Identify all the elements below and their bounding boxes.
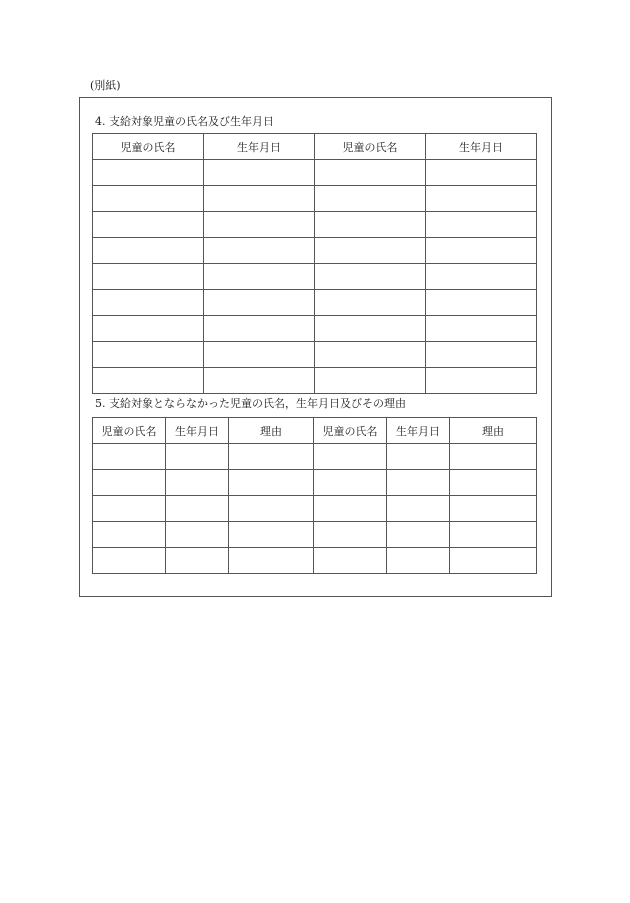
entry-cell[interactable] <box>93 342 204 368</box>
entry-cell[interactable] <box>387 470 450 496</box>
entry-cell[interactable] <box>314 496 387 522</box>
entry-cell[interactable] <box>229 496 314 522</box>
entry-cell[interactable] <box>166 522 229 548</box>
entry-cell[interactable] <box>229 522 314 548</box>
entry-cell[interactable] <box>426 316 537 342</box>
entry-cell[interactable] <box>450 522 537 548</box>
entry-cell[interactable] <box>450 444 537 470</box>
entry-cell[interactable] <box>315 238 426 264</box>
section5-heading: 5. 支給対象とならなかった児童の氏名，生年月日及びその理由 <box>95 397 406 410</box>
table-row <box>93 368 537 394</box>
entry-cell[interactable] <box>93 496 166 522</box>
table-row <box>93 290 537 316</box>
entry-cell[interactable] <box>166 444 229 470</box>
annex-label: (別紙) <box>90 79 121 92</box>
column-header-birthdate: 生年月日 <box>166 418 229 444</box>
table-header-row <box>93 418 537 444</box>
entry-cell[interactable] <box>93 264 204 290</box>
entry-cell[interactable] <box>229 444 314 470</box>
entry-cell[interactable] <box>204 368 315 394</box>
entry-cell[interactable] <box>204 212 315 238</box>
column-header-reason: 理由 <box>229 418 314 444</box>
entry-cell[interactable] <box>204 290 315 316</box>
entry-cell[interactable] <box>204 238 315 264</box>
entry-cell[interactable] <box>93 160 204 186</box>
entry-cell[interactable] <box>93 316 204 342</box>
entry-cell[interactable] <box>387 444 450 470</box>
entry-cell[interactable] <box>204 160 315 186</box>
entry-cell[interactable] <box>93 522 166 548</box>
entry-cell[interactable] <box>166 470 229 496</box>
entry-cell[interactable] <box>93 470 166 496</box>
entry-cell[interactable] <box>315 368 426 394</box>
entry-cell[interactable] <box>450 548 537 574</box>
table-row <box>93 186 537 212</box>
entry-cell[interactable] <box>426 186 537 212</box>
column-header-child-name: 児童の氏名 <box>314 418 387 444</box>
entry-cell[interactable] <box>93 368 204 394</box>
entry-cell[interactable] <box>314 522 387 548</box>
column-header-child-name: 児童の氏名 <box>93 134 204 160</box>
entry-cell[interactable] <box>426 160 537 186</box>
entry-cell[interactable] <box>314 548 387 574</box>
entry-cell[interactable] <box>204 316 315 342</box>
entry-cell[interactable] <box>314 444 387 470</box>
ineligible-children-table <box>92 417 537 574</box>
table-row <box>93 316 537 342</box>
entry-cell[interactable] <box>387 548 450 574</box>
table-row <box>93 470 537 496</box>
entry-cell[interactable] <box>229 470 314 496</box>
entry-cell[interactable] <box>204 342 315 368</box>
entry-cell[interactable] <box>315 342 426 368</box>
table-row <box>93 342 537 368</box>
entry-cell[interactable] <box>426 290 537 316</box>
entry-cell[interactable] <box>426 368 537 394</box>
column-header-birthdate: 生年月日 <box>204 134 315 160</box>
entry-cell[interactable] <box>450 496 537 522</box>
entry-cell[interactable] <box>314 470 387 496</box>
entry-cell[interactable] <box>315 212 426 238</box>
column-header-birthdate: 生年月日 <box>426 134 537 160</box>
entry-cell[interactable] <box>204 186 315 212</box>
entry-cell[interactable] <box>426 212 537 238</box>
entry-cell[interactable] <box>315 264 426 290</box>
table-row <box>93 496 537 522</box>
table-row <box>93 444 537 470</box>
entry-cell[interactable] <box>229 548 314 574</box>
entry-cell[interactable] <box>426 264 537 290</box>
column-header-birthdate: 生年月日 <box>387 418 450 444</box>
column-header-child-name: 児童の氏名 <box>93 418 166 444</box>
table-header-row <box>93 134 537 160</box>
column-header-reason: 理由 <box>450 418 537 444</box>
entry-cell[interactable] <box>166 548 229 574</box>
entry-cell[interactable] <box>315 186 426 212</box>
entry-cell[interactable] <box>93 238 204 264</box>
entry-cell[interactable] <box>315 290 426 316</box>
entry-cell[interactable] <box>387 496 450 522</box>
table-row <box>93 522 537 548</box>
section4-heading: 4. 支給対象児童の氏名及び生年月日 <box>95 115 274 128</box>
entry-cell[interactable] <box>387 522 450 548</box>
entry-cell[interactable] <box>315 316 426 342</box>
table-row <box>93 212 537 238</box>
entry-cell[interactable] <box>166 496 229 522</box>
entry-cell[interactable] <box>426 342 537 368</box>
entry-cell[interactable] <box>93 290 204 316</box>
entry-cell[interactable] <box>315 160 426 186</box>
table-row <box>93 548 537 574</box>
entry-cell[interactable] <box>93 212 204 238</box>
entry-cell[interactable] <box>93 444 166 470</box>
entry-cell[interactable] <box>450 470 537 496</box>
entry-cell[interactable] <box>204 264 315 290</box>
eligible-children-table <box>92 133 537 394</box>
table-row <box>93 264 537 290</box>
entry-cell[interactable] <box>426 238 537 264</box>
entry-cell[interactable] <box>93 186 204 212</box>
table-row <box>93 160 537 186</box>
entry-cell[interactable] <box>93 548 166 574</box>
table-row <box>93 238 537 264</box>
column-header-child-name: 児童の氏名 <box>315 134 426 160</box>
